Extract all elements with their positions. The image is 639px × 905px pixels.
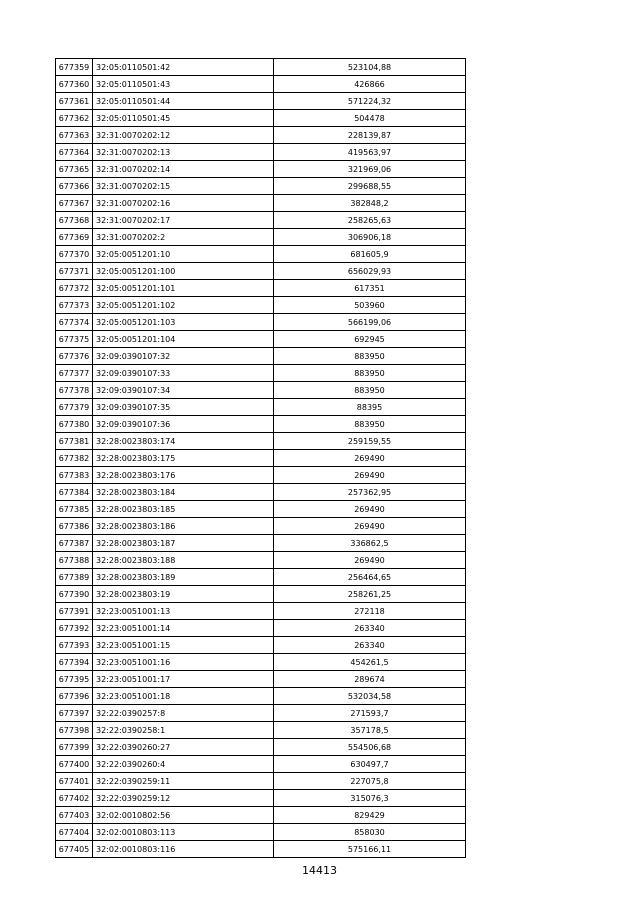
value-cell: 272118 bbox=[274, 603, 466, 620]
row-number-cell: 677386 bbox=[56, 518, 93, 535]
cadastral-number-cell: 32:28:0023803:176 bbox=[93, 467, 274, 484]
table-row bbox=[56, 552, 466, 569]
table-row bbox=[56, 841, 466, 858]
row-number-cell: 677380 bbox=[56, 416, 93, 433]
cadastral-number-cell: 32:31:0070202:15 bbox=[93, 178, 274, 195]
table-row bbox=[56, 382, 466, 399]
table-row bbox=[56, 807, 466, 824]
value-cell: 271593,7 bbox=[274, 705, 466, 722]
value-cell: 336862,5 bbox=[274, 535, 466, 552]
row-number-cell: 677385 bbox=[56, 501, 93, 518]
value-cell: 617351 bbox=[274, 280, 466, 297]
table-row bbox=[56, 790, 466, 807]
row-number-cell: 677368 bbox=[56, 212, 93, 229]
table-body bbox=[56, 59, 466, 858]
cadastral-number-cell: 32:23:0051001:14 bbox=[93, 620, 274, 637]
value-cell: 692945 bbox=[274, 331, 466, 348]
cadastral-number-cell: 32:31:0070202:13 bbox=[93, 144, 274, 161]
value-cell: 523104,88 bbox=[274, 59, 466, 76]
value-cell: 269490 bbox=[274, 518, 466, 535]
value-cell: 858030 bbox=[274, 824, 466, 841]
cadastral-number-cell: 32:09:0390107:33 bbox=[93, 365, 274, 382]
cadastral-number-cell: 32:28:0023803:188 bbox=[93, 552, 274, 569]
value-cell: 503960 bbox=[274, 297, 466, 314]
table-row bbox=[56, 280, 466, 297]
table-row bbox=[56, 229, 466, 246]
table-row bbox=[56, 212, 466, 229]
value-cell: 454261,5 bbox=[274, 654, 466, 671]
cadastral-number-cell: 32:23:0051001:18 bbox=[93, 688, 274, 705]
table-row bbox=[56, 297, 466, 314]
row-number-cell: 677395 bbox=[56, 671, 93, 688]
table-row bbox=[56, 195, 466, 212]
row-number-cell: 677383 bbox=[56, 467, 93, 484]
row-number-cell: 677377 bbox=[56, 365, 93, 382]
row-number-cell: 677360 bbox=[56, 76, 93, 93]
table-row bbox=[56, 671, 466, 688]
table-row bbox=[56, 110, 466, 127]
value-cell: 883950 bbox=[274, 365, 466, 382]
row-number-cell: 677374 bbox=[56, 314, 93, 331]
row-number-cell: 677367 bbox=[56, 195, 93, 212]
data-table bbox=[55, 58, 466, 858]
table-row bbox=[56, 773, 466, 790]
cadastral-number-cell: 32:05:0051201:10 bbox=[93, 246, 274, 263]
value-cell: 554506,68 bbox=[274, 739, 466, 756]
cadastral-number-cell: 32:23:0051001:13 bbox=[93, 603, 274, 620]
cadastral-number-cell: 32:28:0023803:184 bbox=[93, 484, 274, 501]
row-number-cell: 677381 bbox=[56, 433, 93, 450]
cadastral-number-cell: 32:31:0070202:16 bbox=[93, 195, 274, 212]
cadastral-number-cell: 32:02:0010803:113 bbox=[93, 824, 274, 841]
value-cell: 883950 bbox=[274, 382, 466, 399]
cadastral-number-cell: 32:05:0051201:103 bbox=[93, 314, 274, 331]
value-cell: 257362,95 bbox=[274, 484, 466, 501]
table-row bbox=[56, 416, 466, 433]
row-number-cell: 677379 bbox=[56, 399, 93, 416]
value-cell: 357178,5 bbox=[274, 722, 466, 739]
row-number-cell: 677382 bbox=[56, 450, 93, 467]
table-row bbox=[56, 127, 466, 144]
value-cell: 532034,58 bbox=[274, 688, 466, 705]
cadastral-number-cell: 32:05:0051201:102 bbox=[93, 297, 274, 314]
table-row bbox=[56, 467, 466, 484]
table-row bbox=[56, 263, 466, 280]
cadastral-number-cell: 32:05:0051201:104 bbox=[93, 331, 274, 348]
row-number-cell: 677404 bbox=[56, 824, 93, 841]
table-row bbox=[56, 161, 466, 178]
value-cell: 566199,06 bbox=[274, 314, 466, 331]
cadastral-number-cell: 32:23:0051001:17 bbox=[93, 671, 274, 688]
value-cell: 571224,32 bbox=[274, 93, 466, 110]
cadastral-number-cell: 32:31:0070202:17 bbox=[93, 212, 274, 229]
value-cell: 315076,3 bbox=[274, 790, 466, 807]
value-cell: 259159,55 bbox=[274, 433, 466, 450]
row-number-cell: 677403 bbox=[56, 807, 93, 824]
table-row bbox=[56, 450, 466, 467]
value-cell: 263340 bbox=[274, 620, 466, 637]
cadastral-number-cell: 32:31:0070202:2 bbox=[93, 229, 274, 246]
table-row bbox=[56, 331, 466, 348]
table-row bbox=[56, 654, 466, 671]
row-number-cell: 677365 bbox=[56, 161, 93, 178]
cadastral-number-cell: 32:22:0390259:12 bbox=[93, 790, 274, 807]
table-row bbox=[56, 59, 466, 76]
row-number-cell: 677370 bbox=[56, 246, 93, 263]
cadastral-number-cell: 32:23:0051001:16 bbox=[93, 654, 274, 671]
cadastral-number-cell: 32:05:0110501:44 bbox=[93, 93, 274, 110]
value-cell: 269490 bbox=[274, 501, 466, 518]
table-row bbox=[56, 824, 466, 841]
row-number-cell: 677388 bbox=[56, 552, 93, 569]
value-cell: 419563,97 bbox=[274, 144, 466, 161]
row-number-cell: 677371 bbox=[56, 263, 93, 280]
cadastral-number-cell: 32:28:0023803:19 bbox=[93, 586, 274, 603]
table-row bbox=[56, 76, 466, 93]
value-cell: 656029,93 bbox=[274, 263, 466, 280]
cadastral-number-cell: 32:09:0390107:35 bbox=[93, 399, 274, 416]
row-number-cell: 677394 bbox=[56, 654, 93, 671]
value-cell: 426866 bbox=[274, 76, 466, 93]
row-number-cell: 677359 bbox=[56, 59, 93, 76]
page-number: 14413 bbox=[302, 864, 337, 877]
row-number-cell: 677400 bbox=[56, 756, 93, 773]
row-number-cell: 677373 bbox=[56, 297, 93, 314]
cadastral-number-cell: 32:05:0110501:43 bbox=[93, 76, 274, 93]
cadastral-number-cell: 32:28:0023803:175 bbox=[93, 450, 274, 467]
row-number-cell: 677396 bbox=[56, 688, 93, 705]
value-cell: 258265,63 bbox=[274, 212, 466, 229]
cadastral-number-cell: 32:28:0023803:186 bbox=[93, 518, 274, 535]
table-row bbox=[56, 756, 466, 773]
row-number-cell: 677405 bbox=[56, 841, 93, 858]
cadastral-number-cell: 32:22:0390260:27 bbox=[93, 739, 274, 756]
cadastral-number-cell: 32:23:0051001:15 bbox=[93, 637, 274, 654]
cadastral-number-cell: 32:22:0390260:4 bbox=[93, 756, 274, 773]
cadastral-number-cell: 32:02:0010803:116 bbox=[93, 841, 274, 858]
value-cell: 228139,87 bbox=[274, 127, 466, 144]
row-number-cell: 677372 bbox=[56, 280, 93, 297]
value-cell: 306906,18 bbox=[274, 229, 466, 246]
cadastral-number-cell: 32:05:0051201:101 bbox=[93, 280, 274, 297]
row-number-cell: 677375 bbox=[56, 331, 93, 348]
row-number-cell: 677393 bbox=[56, 637, 93, 654]
row-number-cell: 677392 bbox=[56, 620, 93, 637]
table-row bbox=[56, 620, 466, 637]
row-number-cell: 677384 bbox=[56, 484, 93, 501]
cadastral-number-cell: 32:22:0390257:8 bbox=[93, 705, 274, 722]
value-cell: 883950 bbox=[274, 348, 466, 365]
table-row bbox=[56, 535, 466, 552]
value-cell: 321969,06 bbox=[274, 161, 466, 178]
row-number-cell: 677364 bbox=[56, 144, 93, 161]
value-cell: 256464,65 bbox=[274, 569, 466, 586]
row-number-cell: 677398 bbox=[56, 722, 93, 739]
value-cell: 88395 bbox=[274, 399, 466, 416]
table-row bbox=[56, 705, 466, 722]
row-number-cell: 677362 bbox=[56, 110, 93, 127]
row-number-cell: 677397 bbox=[56, 705, 93, 722]
table-row bbox=[56, 365, 466, 382]
table-row bbox=[56, 348, 466, 365]
value-cell: 829429 bbox=[274, 807, 466, 824]
cadastral-number-cell: 32:05:0051201:100 bbox=[93, 263, 274, 280]
table-row bbox=[56, 722, 466, 739]
row-number-cell: 677376 bbox=[56, 348, 93, 365]
table-row bbox=[56, 484, 466, 501]
table-row bbox=[56, 586, 466, 603]
value-cell: 883950 bbox=[274, 416, 466, 433]
table-row bbox=[56, 688, 466, 705]
cadastral-number-cell: 32:09:0390107:34 bbox=[93, 382, 274, 399]
cadastral-number-cell: 32:09:0390107:36 bbox=[93, 416, 274, 433]
table-row bbox=[56, 501, 466, 518]
cadastral-number-cell: 32:22:0390258:1 bbox=[93, 722, 274, 739]
value-cell: 504478 bbox=[274, 110, 466, 127]
cadastral-number-cell: 32:28:0023803:187 bbox=[93, 535, 274, 552]
row-number-cell: 677391 bbox=[56, 603, 93, 620]
cadastral-number-cell: 32:28:0023803:174 bbox=[93, 433, 274, 450]
table-row bbox=[56, 93, 466, 110]
cadastral-number-cell: 32:05:0110501:42 bbox=[93, 59, 274, 76]
value-cell: 258261,25 bbox=[274, 586, 466, 603]
value-cell: 382848,2 bbox=[274, 195, 466, 212]
value-cell: 575166,11 bbox=[274, 841, 466, 858]
cadastral-number-cell: 32:09:0390107:32 bbox=[93, 348, 274, 365]
value-cell: 289674 bbox=[274, 671, 466, 688]
value-cell: 630497,7 bbox=[274, 756, 466, 773]
value-cell: 263340 bbox=[274, 637, 466, 654]
row-number-cell: 677378 bbox=[56, 382, 93, 399]
table-row bbox=[56, 178, 466, 195]
table-row bbox=[56, 637, 466, 654]
cadastral-number-cell: 32:31:0070202:14 bbox=[93, 161, 274, 178]
value-cell: 269490 bbox=[274, 467, 466, 484]
row-number-cell: 677366 bbox=[56, 178, 93, 195]
cadastral-number-cell: 32:28:0023803:189 bbox=[93, 569, 274, 586]
row-number-cell: 677361 bbox=[56, 93, 93, 110]
row-number-cell: 677399 bbox=[56, 739, 93, 756]
row-number-cell: 677390 bbox=[56, 586, 93, 603]
table-row bbox=[56, 314, 466, 331]
table-row bbox=[56, 518, 466, 535]
table-row bbox=[56, 433, 466, 450]
value-cell: 681605,9 bbox=[274, 246, 466, 263]
table-row bbox=[56, 246, 466, 263]
table-row bbox=[56, 144, 466, 161]
row-number-cell: 677363 bbox=[56, 127, 93, 144]
cadastral-number-cell: 32:05:0110501:45 bbox=[93, 110, 274, 127]
cadastral-number-cell: 32:22:0390259:11 bbox=[93, 773, 274, 790]
table-row bbox=[56, 603, 466, 620]
row-number-cell: 677369 bbox=[56, 229, 93, 246]
table-row bbox=[56, 739, 466, 756]
value-cell: 299688,55 bbox=[274, 178, 466, 195]
row-number-cell: 677387 bbox=[56, 535, 93, 552]
value-cell: 227075,8 bbox=[274, 773, 466, 790]
cadastral-number-cell: 32:31:0070202:12 bbox=[93, 127, 274, 144]
table-row bbox=[56, 399, 466, 416]
cadastral-number-cell: 32:02:0010802:56 bbox=[93, 807, 274, 824]
cadastral-number-cell: 32:28:0023803:185 bbox=[93, 501, 274, 518]
table-row bbox=[56, 569, 466, 586]
value-cell: 269490 bbox=[274, 552, 466, 569]
value-cell: 269490 bbox=[274, 450, 466, 467]
row-number-cell: 677389 bbox=[56, 569, 93, 586]
row-number-cell: 677402 bbox=[56, 790, 93, 807]
row-number-cell: 677401 bbox=[56, 773, 93, 790]
